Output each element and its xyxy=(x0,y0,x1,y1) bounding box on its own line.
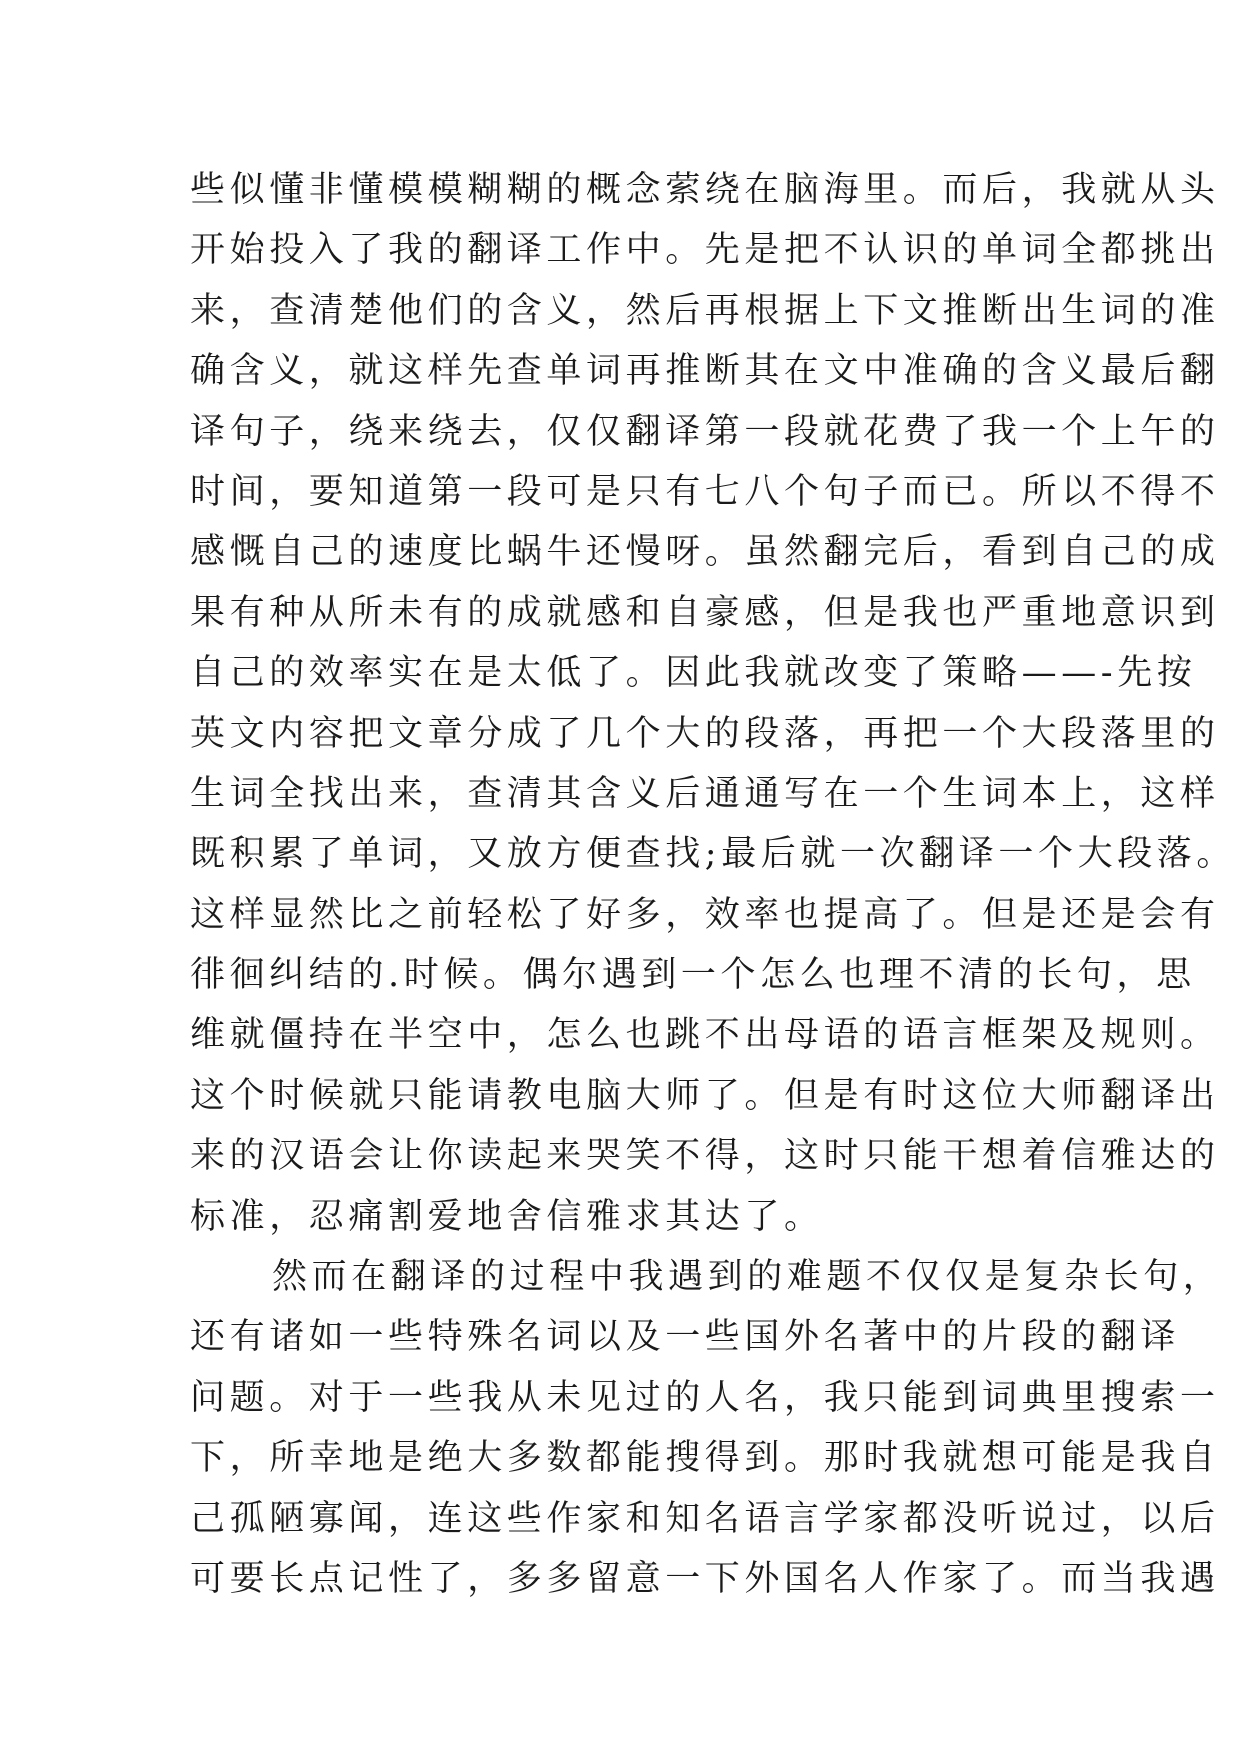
text-line: 开始投入了我的翻译工作中。先是把不认识的单词全都挑出 xyxy=(190,230,1220,271)
text-line: 徘徊纠结的.时候。偶尔遇到一个怎么也理不清的长句，思 xyxy=(190,955,1196,996)
text-line: 这个时候就只能请教电脑大师了。但是有时这位大师翻译出 xyxy=(190,1075,1220,1116)
text-line: 来的汉语会让你读起来哭笑不得，这时只能干想着信雅达的 xyxy=(190,1136,1220,1177)
paragraph-first-line: 然而在翻译的过程中我遇到的难题不仅仅是复杂长句， xyxy=(272,1257,1223,1298)
body-text xyxy=(190,160,1236,1609)
text-line: 这样显然比之前轻松了好多，效率也提高了。但是还是会有 xyxy=(190,894,1220,935)
text-line: 果有种从所未有的成就感和自豪感，但是我也严重地意识到 xyxy=(190,592,1220,633)
text-line: 可要长点记性了，多多留意一下外国名人作家了。而当我遇 xyxy=(190,1558,1220,1599)
text-line: 译句子，绕来绕去，仅仅翻译第一段就花费了我一个上午的 xyxy=(190,411,1220,452)
text-line: 确含义，就这样先查单词再推断其在文中准确的含义最后翻 xyxy=(190,351,1220,392)
text-line: 下，所幸地是绝大多数都能搜得到。那时我就想可能是我自 xyxy=(190,1438,1220,1479)
text-line: 自己的效率实在是太低了。因此我就改变了策略——-先按 xyxy=(190,653,1197,694)
text-line: 还有诸如一些特殊名词以及一些国外名著中的片段的翻译 xyxy=(190,1317,1181,1358)
text-line: 既积累了单词，又放方便查找;最后就一次翻译一个大段落。 xyxy=(190,834,1236,875)
text-line: 感慨自己的速度比蜗牛还慢呀。虽然翻完后，看到自己的成 xyxy=(190,532,1220,573)
text-line: 维就僵持在半空中，怎么也跳不出母语的语言框架及规则。 xyxy=(190,1015,1220,1056)
text-line: 来，查清楚他们的含义，然后再根据上下文推断出生词的准 xyxy=(190,290,1220,331)
text-line: 己孤陋寡闻，连这些作家和知名语言学家都没听说过，以后 xyxy=(190,1498,1220,1539)
text-line: 些似懂非懂模模糊糊的概念萦绕在脑海里。而后，我就从头 xyxy=(190,170,1220,210)
text-line: 生词全找出来，查清其含义后通通写在一个生词本上，这样 xyxy=(190,773,1220,814)
text-line: 问题。对于一些我从未见过的人名，我只能到词典里搜索一 xyxy=(190,1377,1220,1418)
text-line: 英文内容把文章分成了几个大的段落，再把一个大段落里的 xyxy=(190,713,1220,754)
text-line: 时间，要知道第一段可是只有七八个句子而已。所以不得不 xyxy=(190,471,1220,512)
text-line: 标准，忍痛割爱地舍信雅求其达了。 xyxy=(190,1196,824,1237)
